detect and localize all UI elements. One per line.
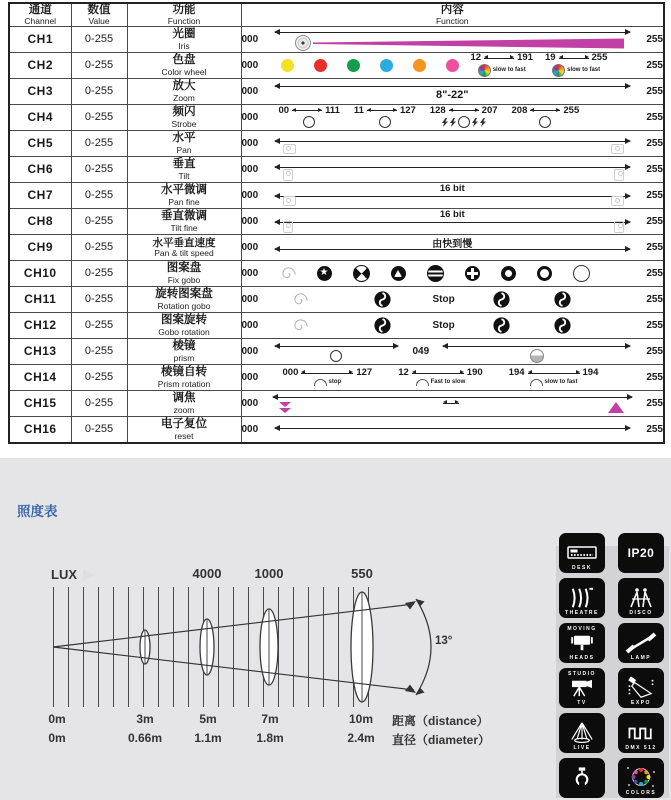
range-arrow xyxy=(275,249,631,250)
stop-label: Stop xyxy=(432,319,455,331)
content-cell xyxy=(241,364,664,390)
zoom-range-label: 8"-22" xyxy=(436,88,469,101)
range-arrow xyxy=(275,86,631,87)
content-cell xyxy=(241,338,664,364)
distance-7m: 7m xyxy=(261,712,279,726)
pan-head-icon xyxy=(611,144,624,154)
lux-value-10m: 550 xyxy=(351,566,373,581)
content-cell xyxy=(241,286,664,312)
table-row-ch16 xyxy=(9,416,664,443)
table-row-ch9 xyxy=(9,234,664,260)
function-cell: 图案盘 Fix gobo xyxy=(127,260,241,286)
content-cell xyxy=(241,52,664,78)
mini-arrow xyxy=(528,373,580,374)
mini-arrow xyxy=(449,110,479,111)
color-dots xyxy=(281,59,459,72)
lightning-icon xyxy=(480,118,486,127)
feature-badges xyxy=(559,533,664,798)
function-cell: 色盘 Color wheel xyxy=(127,52,241,78)
bit-label: 16 bit xyxy=(439,182,465,194)
header-value: 数值 Value xyxy=(71,3,127,26)
distance-10m: 10m xyxy=(348,712,374,726)
desk-icon xyxy=(566,542,598,564)
value-range: 0-255 xyxy=(71,338,127,364)
color-dot-yellow xyxy=(281,59,294,72)
iris-wedge-graphic xyxy=(313,38,625,49)
content-cell xyxy=(241,260,664,286)
range-arrow xyxy=(275,141,631,142)
table-row-ch3 xyxy=(9,78,664,104)
min-value: 000 xyxy=(241,267,259,279)
prism-mid-value: 049 xyxy=(412,345,430,357)
beam-cone-graphic xyxy=(45,587,565,707)
channel-label: CH2 xyxy=(9,52,71,78)
function-cell: 电子复位 reset xyxy=(127,416,241,443)
ip20-icon: IP20 xyxy=(627,546,655,560)
dmx512-badge: DMX 512 xyxy=(618,713,664,753)
rotating-gobo-icon xyxy=(554,317,571,334)
strobe-seg-1: 00 111 xyxy=(279,106,340,129)
lightning-icon xyxy=(450,118,456,127)
shutter-open-icon xyxy=(539,116,551,128)
prism-off-range xyxy=(271,339,403,364)
mini-arrow xyxy=(367,110,397,111)
range-arrow xyxy=(275,32,631,33)
value-range: 0-255 xyxy=(71,208,127,234)
content-cell xyxy=(241,390,664,416)
rotation-arc-icon xyxy=(530,379,543,386)
table-row-ch11 xyxy=(9,286,664,312)
gobo-star-icon: ★ xyxy=(317,266,332,281)
gobo-ring-icon xyxy=(537,266,552,281)
max-value: 255 xyxy=(646,33,663,45)
prism-on-range xyxy=(439,339,634,364)
table-row-ch12 xyxy=(9,312,664,338)
value-range: 0-255 xyxy=(71,416,127,443)
value-range: 0-255 xyxy=(71,390,127,416)
value-range: 0-255 xyxy=(71,78,127,104)
content-cell xyxy=(241,416,664,443)
focus-far-icon xyxy=(608,402,624,413)
range-arrow xyxy=(275,222,631,223)
max-value: 255 xyxy=(646,59,663,71)
max-value: 255 xyxy=(646,371,663,383)
range-arrow xyxy=(275,346,399,347)
table-row-ch6 xyxy=(9,156,664,182)
prism-off-icon xyxy=(330,350,342,362)
table-header xyxy=(9,3,664,26)
min-value: 000 xyxy=(241,293,259,305)
function-cell: 垂直 Tilt xyxy=(127,156,241,182)
value-range: 0-255 xyxy=(71,312,127,338)
rotating-gobo-icon xyxy=(374,317,391,334)
value-range: 0-255 xyxy=(71,104,127,130)
function-cell: 放大 Zoom xyxy=(127,78,241,104)
color-dot-pink xyxy=(446,59,459,72)
max-value: 255 xyxy=(646,137,663,149)
channel-label: CH3 xyxy=(9,78,71,104)
channel-label: CH7 xyxy=(9,182,71,208)
min-value: 000 xyxy=(241,85,259,97)
gobo-cross-icon xyxy=(465,266,480,281)
channel-label: CH14 xyxy=(9,364,71,390)
max-value: 255 xyxy=(646,241,663,253)
gobo-open-spiral-icon xyxy=(293,292,308,307)
mini-arrow xyxy=(559,58,589,59)
min-value: 000 xyxy=(241,111,259,123)
table-row-ch5 xyxy=(9,130,664,156)
pan-head-icon xyxy=(283,196,296,206)
gobo-cone-icon xyxy=(391,266,406,281)
lux-value-5m: 4000 xyxy=(192,566,222,581)
tilt-head-icon xyxy=(614,169,624,181)
function-cell: 频闪 Strobe xyxy=(127,104,241,130)
max-value: 255 xyxy=(646,423,663,435)
function-cell: 调焦 zoom xyxy=(127,390,241,416)
pan-head-icon xyxy=(283,144,296,154)
lux-panel-title: 照度表 xyxy=(17,504,58,519)
value-range: 0-255 xyxy=(71,364,127,390)
moving-head-icon xyxy=(567,634,597,652)
colors-badge: COLORS xyxy=(618,758,664,798)
lux-value-7m: 1000 xyxy=(254,566,284,581)
function-cell: 图案旋转 Gobo rotation xyxy=(127,312,241,338)
rotation-arc-icon xyxy=(416,379,429,386)
expo-beam-icon xyxy=(625,676,657,700)
live-beams-icon xyxy=(567,721,597,745)
header-channel: 通道 Channel xyxy=(9,3,71,26)
lightning-icon xyxy=(442,118,448,127)
shutter-open-icon xyxy=(303,116,315,128)
diameter-24m: 2.4m xyxy=(347,731,375,745)
diameter-0m: 0m xyxy=(48,731,66,745)
value-range: 0-255 xyxy=(71,52,127,78)
expo-badge: EXPO xyxy=(618,668,664,708)
rainbow-range-1: 12 191 slow to fast xyxy=(471,53,533,77)
max-value: 255 xyxy=(646,293,663,305)
content-cell xyxy=(241,26,664,52)
min-value: 000 xyxy=(241,33,259,45)
mini-arrow xyxy=(530,110,560,111)
prism-rot-seg-3: 194 194 slow to fast xyxy=(508,367,599,386)
gobo-circle-icon xyxy=(573,265,590,282)
min-value: 000 xyxy=(241,345,259,357)
channel-label: CH10 xyxy=(9,260,71,286)
disco-dancers-icon xyxy=(625,586,657,610)
function-cell: 棱镜 prism xyxy=(127,338,241,364)
prism-rot-seg-2: 12 190 Fast to slow xyxy=(398,367,483,386)
function-cell: 垂直微调 Tilt fine xyxy=(127,208,241,234)
mini-arrow xyxy=(301,373,353,374)
value-range: 0-255 xyxy=(71,156,127,182)
channel-label: CH9 xyxy=(9,234,71,260)
max-value: 255 xyxy=(646,267,663,279)
iris-icon xyxy=(295,35,311,51)
content-cell xyxy=(241,208,664,234)
value-range: 0-255 xyxy=(71,286,127,312)
gobo-donut-icon xyxy=(501,266,516,281)
table-row-ch10 xyxy=(9,260,664,286)
distance-5m: 5m xyxy=(199,712,217,726)
header-function: 功能 Function xyxy=(127,3,241,26)
max-value: 255 xyxy=(646,319,663,331)
color-dot-cyan xyxy=(380,59,393,72)
min-value: 000 xyxy=(241,137,259,149)
value-range: 0-255 xyxy=(71,26,127,52)
mini-arrow xyxy=(484,58,514,59)
max-value: 255 xyxy=(646,111,663,123)
min-value: 000 xyxy=(241,319,259,331)
content-cell xyxy=(241,78,664,104)
lux-label: LUX xyxy=(51,567,94,582)
mini-arrow xyxy=(443,403,459,404)
dmx-channel-table xyxy=(8,2,665,444)
min-value: 000 xyxy=(241,215,259,227)
content-cell xyxy=(241,104,664,130)
studio-tv-badge: STUDIO TV xyxy=(559,668,605,708)
function-cell: 水平微调 Pan fine xyxy=(127,182,241,208)
rotating-gobo-icon xyxy=(554,291,571,308)
color-wheel-icon xyxy=(552,64,565,77)
distance-caption: 距离（distance） xyxy=(392,714,489,728)
color-wheel-icon xyxy=(625,765,657,791)
max-value: 255 xyxy=(646,189,663,201)
table-row-ch2 xyxy=(9,52,664,78)
strobe-seg-4: 208 255 xyxy=(512,106,580,129)
max-value: 255 xyxy=(646,345,663,357)
range-arrow xyxy=(275,167,631,168)
function-cell: 旋转图案盘 Rotation gobo xyxy=(127,286,241,312)
channel-label: CH4 xyxy=(9,104,71,130)
bit-label: 16 bit xyxy=(439,208,465,220)
table-row-ch13 xyxy=(9,338,664,364)
theatre-badge: THEATRE xyxy=(559,578,605,618)
focus-near-icon xyxy=(279,402,292,414)
value-range: 0-255 xyxy=(71,130,127,156)
tv-camera-icon xyxy=(567,678,597,698)
gobo-open-spiral-icon xyxy=(293,318,308,333)
range-arrow xyxy=(443,346,630,347)
theatre-curtain-icon xyxy=(567,586,597,610)
content-cell xyxy=(241,312,664,338)
table-row-ch7 xyxy=(9,182,664,208)
lamp-badge: LAMP xyxy=(618,623,664,663)
min-value: 000 xyxy=(241,189,259,201)
value-range: 0-255 xyxy=(71,234,127,260)
strobe-seg-2: 11 127 xyxy=(354,106,416,129)
rotating-gobo-icon xyxy=(493,317,510,334)
diameter-caption: 直径（diameter） xyxy=(392,733,491,747)
range-arrow xyxy=(273,397,633,398)
min-value: 000 xyxy=(241,59,259,71)
value-range: 0-255 xyxy=(71,182,127,208)
speed-label: 由快到慢 xyxy=(432,238,473,250)
header-content: 内容 Function xyxy=(241,3,664,26)
clamp-badge xyxy=(559,758,605,798)
channel-label: CH5 xyxy=(9,130,71,156)
color-dot-red xyxy=(314,59,327,72)
mini-arrow xyxy=(292,110,322,111)
clamp-hook-icon xyxy=(569,765,595,791)
content-cell xyxy=(241,234,664,260)
tilt-head-icon xyxy=(283,169,293,181)
min-value: 000 xyxy=(241,371,259,383)
distance-3m: 3m xyxy=(136,712,154,726)
distance-0m: 0m xyxy=(48,712,66,726)
function-cell: 光圈 Iris xyxy=(127,26,241,52)
moving-heads-badge: MOVING HEADS xyxy=(559,623,605,663)
table-row-ch14 xyxy=(9,364,664,390)
prism-on-icon xyxy=(530,349,544,363)
lux-panel xyxy=(0,458,671,800)
max-value: 255 xyxy=(646,215,663,227)
min-value: 000 xyxy=(241,423,259,435)
function-cell: 棱镜自转 Prism rotation xyxy=(127,364,241,390)
pointer-triangle-icon xyxy=(83,569,94,581)
disco-badge: DISCO xyxy=(618,578,664,618)
range-arrow xyxy=(275,196,631,197)
desk-badge: DESK xyxy=(559,533,605,573)
function-cell: 水平 Pan xyxy=(127,130,241,156)
channel-label: CH16 xyxy=(9,416,71,443)
channel-label: CH1 xyxy=(9,26,71,52)
strobe-seg-3: 128 207 xyxy=(430,106,498,129)
channel-label: CH12 xyxy=(9,312,71,338)
shutter-open-icon xyxy=(458,116,470,128)
channel-label: CH8 xyxy=(9,208,71,234)
dmx-wave-icon xyxy=(626,725,656,741)
channel-label: CH15 xyxy=(9,390,71,416)
max-value: 255 xyxy=(646,397,663,409)
lightning-icon xyxy=(472,118,478,127)
diameter-066m: 0.66m xyxy=(127,731,163,745)
max-value: 255 xyxy=(646,163,663,175)
channel-label: CH6 xyxy=(9,156,71,182)
table-row-ch15 xyxy=(9,390,664,416)
lux-diagram xyxy=(45,565,565,755)
rotation-arc-icon xyxy=(314,379,327,386)
table-row-ch4 xyxy=(9,104,664,130)
min-value: 000 xyxy=(241,241,259,253)
live-badge: LIVE xyxy=(559,713,605,753)
channel-label: CH11 xyxy=(9,286,71,312)
value-range: 0-255 xyxy=(71,260,127,286)
diameter-18m: 1.8m xyxy=(256,731,284,745)
diameter-11m: 1.1m xyxy=(194,731,222,745)
rainbow-range-2: 19 255 slow to fast xyxy=(545,53,607,77)
channel-label: CH13 xyxy=(9,338,71,364)
prism-rot-seg-1: 000 127 stop xyxy=(282,367,373,386)
shutter-open-icon xyxy=(379,116,391,128)
max-value: 255 xyxy=(646,85,663,97)
color-dot-orange xyxy=(413,59,426,72)
lamp-icon xyxy=(625,631,657,655)
min-value: 000 xyxy=(241,397,259,409)
rotating-gobo-icon xyxy=(493,291,510,308)
content-cell xyxy=(241,130,664,156)
gobo-quadrant-icon xyxy=(353,265,370,282)
rotating-gobo-icon xyxy=(374,291,391,308)
min-value: 000 xyxy=(241,163,259,175)
range-arrow xyxy=(275,428,631,429)
tilt-head-icon xyxy=(283,221,293,233)
beam-angle-label: 13° xyxy=(435,635,453,647)
tilt-head-icon xyxy=(614,221,624,233)
pan-head-icon xyxy=(611,196,624,206)
content-cell xyxy=(241,182,664,208)
table-row-ch1 xyxy=(9,26,664,52)
color-wheel-icon xyxy=(478,64,491,77)
mini-arrow xyxy=(412,373,464,374)
table-row-ch8 xyxy=(9,208,664,234)
function-cell: 水平垂直速度 Pan & tilt speed xyxy=(127,234,241,260)
gobo-lines-icon xyxy=(427,265,444,282)
stop-label: Stop xyxy=(432,293,455,305)
color-dot-green xyxy=(347,59,360,72)
ip20-badge xyxy=(618,533,664,573)
gobo-open-spiral-icon xyxy=(281,266,296,281)
content-cell xyxy=(241,156,664,182)
